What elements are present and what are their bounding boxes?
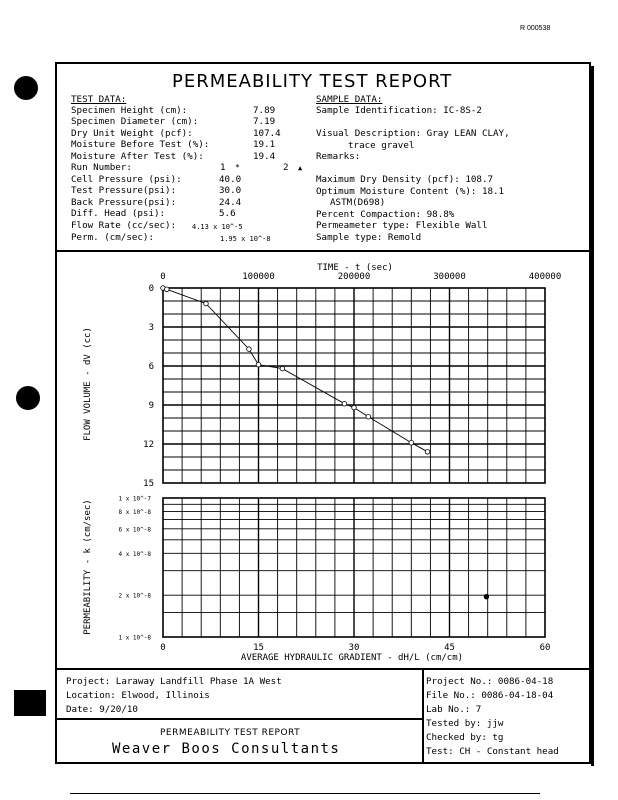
bottom-rule <box>70 793 540 794</box>
flow-rate-label: Flow Rate (cc/sec): <box>71 220 177 231</box>
binder-hole-middle <box>16 386 40 410</box>
test-data-label: Specimen Height (cm): <box>71 105 188 116</box>
perm-y-tick-label: 2 x 10^-8 <box>118 592 151 600</box>
percent-compaction: Percent Compaction: 98.8% <box>316 209 455 220</box>
run-data-row <box>71 197 311 208</box>
footer-test-type: Test: CH - Constant head <box>426 746 559 757</box>
test-data-row <box>71 116 311 127</box>
perm-x-tick-label: 0 <box>160 643 166 653</box>
report-title: PERMEABILITY TEST REPORT <box>172 71 453 92</box>
binder-hole-top <box>14 76 38 100</box>
footer-vertical-divider <box>422 670 424 762</box>
perm-y-tick-label: 6 x 10^-8 <box>118 526 151 534</box>
astm-standard: ASTM(D698) <box>330 197 386 208</box>
remarks: Remarks: <box>316 151 361 162</box>
run-data-label: Test Pressure(psi): <box>71 185 177 197</box>
test-data-value: 107.4 <box>253 127 281 139</box>
footer-project: Project: Laraway Landfill Phase 1A West <box>66 676 282 687</box>
flow-x-axis-label: TIME - t (sec) <box>317 263 393 273</box>
bates-number: R 000538 <box>520 25 551 32</box>
flow-x-tick-label: 400000 <box>528 272 562 282</box>
flow-rate-value: 4.13 x 10^-5 <box>192 223 243 231</box>
run-1-marker: * <box>235 163 240 172</box>
test-data-row <box>71 128 311 139</box>
frame-shadow-right <box>591 66 594 766</box>
run-2-number: 2 <box>283 162 289 173</box>
test-data-label: Moisture Before Test (%): <box>71 139 210 151</box>
sample-type: Sample type: Remold <box>316 232 422 243</box>
footer-tested-by: Tested by: jjw <box>426 718 504 729</box>
test-data-label: Moisture After Test (%): <box>71 150 204 162</box>
sample-identification: Sample Identification: IC-8S-2 <box>316 105 482 116</box>
run-number-label: Run Number: <box>71 162 132 173</box>
flow-y-tick-label: 6 <box>148 362 154 372</box>
footer-report-title: PERMEABILITY TEST REPORT <box>160 728 301 738</box>
run-1-number: 1 <box>220 162 226 173</box>
sample-data-heading: SAMPLE DATA: <box>316 94 383 105</box>
perm-x-tick-label: 45 <box>444 643 455 653</box>
run-data-value: 30.0 <box>219 185 242 197</box>
footer-file-no: File No.: 0086-04-18-04 <box>426 690 554 701</box>
test-data-value: 19.1 <box>253 139 276 151</box>
perm-x-tick-label: 60 <box>539 643 551 653</box>
footer-checked-by: Checked by: tg <box>426 732 504 743</box>
flow-y-tick-label: 0 <box>148 284 154 294</box>
flow-y-axis-label: FLOW VOLUME - dV (cc) <box>83 327 93 441</box>
footer-date: Date: 9/20/10 <box>66 704 138 715</box>
perm-label: Perm. (cm/sec): <box>71 232 154 243</box>
divider-footer <box>57 668 589 670</box>
flow-y-tick-label: 9 <box>148 401 154 411</box>
footer-left-divider <box>57 718 423 720</box>
test-data-row <box>71 105 311 116</box>
run-data-rows <box>71 174 311 220</box>
perm-x-tick-label: 15 <box>253 643 264 653</box>
perm-y-tick-label: 8 x 10^-8 <box>118 508 151 516</box>
perm-x-tick-label: 30 <box>348 643 360 653</box>
divider-header <box>57 250 589 252</box>
test-data-rows <box>71 105 311 162</box>
test-data-value: 7.19 <box>253 116 276 128</box>
footer-location: Location: Elwood, Illinois <box>66 690 210 701</box>
permeameter-type: Permeameter type: Flexible Wall <box>316 220 488 231</box>
run-2-marker: ▲ <box>298 164 303 172</box>
footer-project-no: Project No.: 0086-04-18 <box>426 676 554 687</box>
flow-y-tick-label: 12 <box>143 440 154 450</box>
perm-y-tick-label: 4 x 10^-8 <box>118 550 151 558</box>
perm-y-axis-label: PERMEABILITY - k (cm/sec) <box>83 499 93 635</box>
run-data-row <box>71 208 311 219</box>
run-data-row <box>71 174 311 185</box>
visual-description-cont: trace gravel <box>348 140 415 151</box>
run-data-label: Diff. Head (psi): <box>71 208 166 220</box>
test-data-row <box>71 151 311 162</box>
flow-x-tick-label: 200000 <box>337 272 371 282</box>
test-data-label: Specimen Diameter (cm): <box>71 116 199 128</box>
perm-value: 1.95 x 10^-8 <box>220 235 271 243</box>
test-data-value: 7.89 <box>253 105 276 116</box>
run-data-value: 5.6 <box>219 208 236 220</box>
flow-y-tick-label: 3 <box>148 323 154 333</box>
run-data-label: Back Pressure(psi): <box>71 196 177 208</box>
perm-y-tick-label: 1 x 10^-7 <box>118 495 151 503</box>
perm-y-tick-label: 1 x 10^-8 <box>118 634 151 642</box>
footer-lab-no: Lab No.: 7 <box>426 704 482 715</box>
report-frame <box>55 62 591 764</box>
flow-x-tick-label: 0 <box>160 272 166 282</box>
test-data-row <box>71 139 311 150</box>
test-data-label: Dry Unit Weight (pcf): <box>71 127 193 139</box>
flow-x-tick-label: 300000 <box>433 272 466 282</box>
run-data-row <box>71 185 311 196</box>
firm-name: Weaver Boos Consultants <box>112 741 341 757</box>
visual-description: Visual Description: Gray LEAN CLAY, <box>316 128 510 139</box>
test-data-value: 19.4 <box>253 150 276 162</box>
flow-x-tick-label: 100000 <box>242 272 275 282</box>
perm-x-axis-label: AVERAGE HYDRAULIC GRADIENT - dH/L (cm/cm) <box>240 653 464 663</box>
binder-tab <box>14 690 46 716</box>
max-dry-density: Maximum Dry Density (pcf): 108.7 <box>316 174 494 185</box>
test-data-heading: TEST DATA: <box>71 94 127 105</box>
flow-y-tick-label: 15 <box>143 479 154 489</box>
run-data-value: 40.0 <box>219 174 242 185</box>
optimum-moisture: Optimum Moisture Content (%): 18.1 <box>316 186 505 197</box>
run-data-value: 24.4 <box>219 196 242 208</box>
run-data-label: Cell Pressure (psi): <box>71 174 182 185</box>
